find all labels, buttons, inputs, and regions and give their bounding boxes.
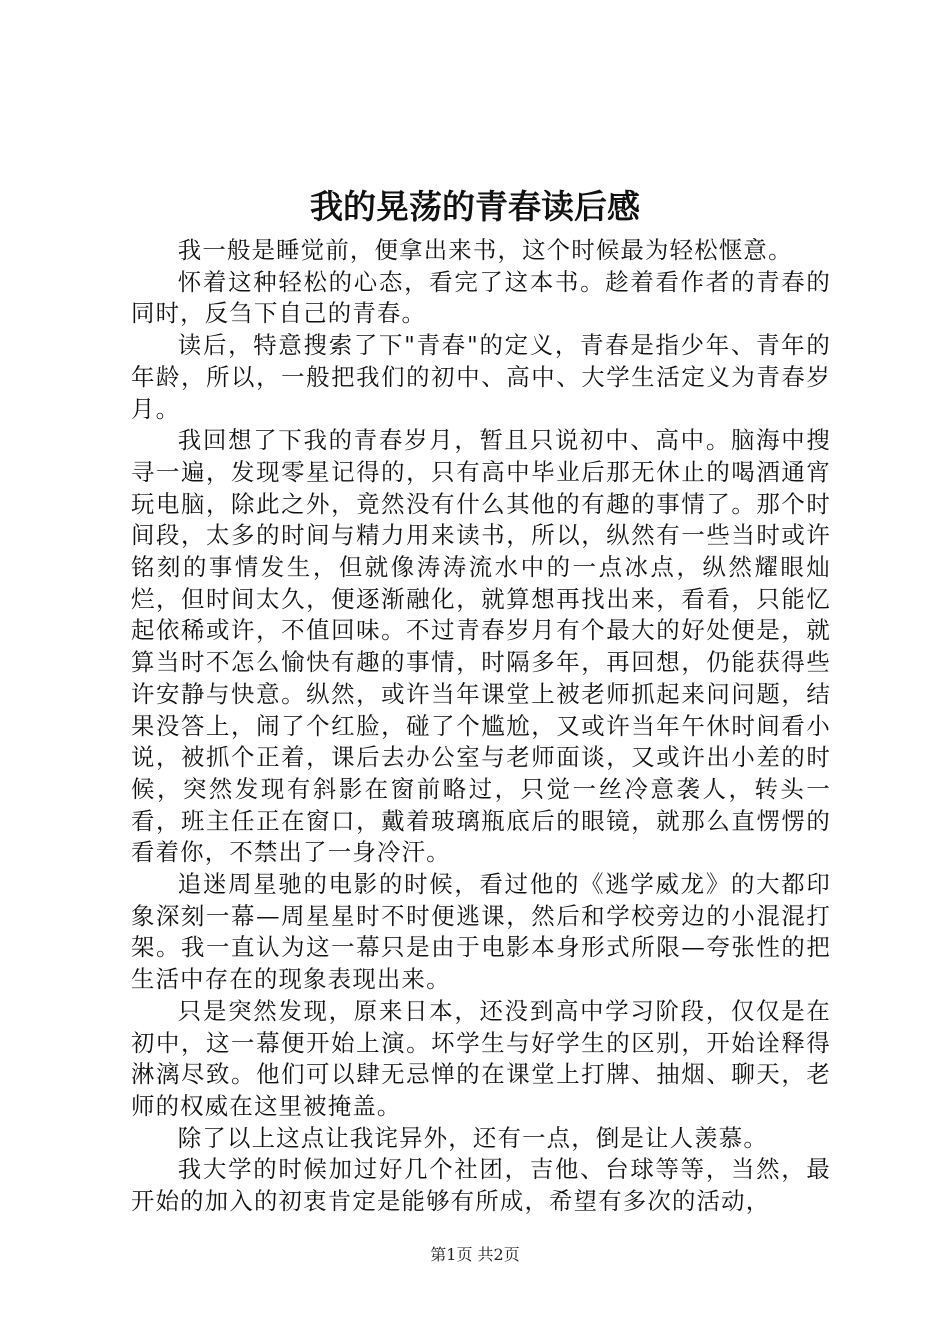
paragraph-3: 读后，特意搜索了下"青春"的定义，青春是指少年、青年的年龄，所以，一般把我们的初中、高中、大学生活定义为青春岁月。 bbox=[131, 331, 831, 423]
document-title: 我的晃荡的青春读后感 bbox=[310, 187, 640, 226]
paragraph-5: 追迷周星驰的电影的时候，看过他的《逃学威龙》的大都印象深刻一幕—周星星时不时便逃课，然后和学校旁边的小混混打架。我一直认为这一幕只是由于电影本身形式所限—夸张性的把生活中存在的现象表现出来。 bbox=[131, 870, 831, 994]
paragraph-1: 我一般是睡觉前，便拿出来书，这个时候最为轻松惬意。 bbox=[177, 236, 793, 264]
paragraph-2: 怀着这种轻松的心态，看完了这本书。趁着看作者的青春的同时，反刍下自己的青春。 bbox=[131, 267, 831, 328]
paragraph-7: 除了以上这点让我诧异外，还有一点，倒是让人羡慕。 bbox=[177, 1123, 768, 1152]
paragraph-6: 只是突然发现，原来日本，还没到高中学习阶段，仅仅是在初中，这一幕便开始上演。坏学生与好学生的区别，开始诠释得淋漓尽致。他们可以肆无忌惮的在课堂上打牌、抽烟、聊天，老师的权威在这里被掩盖。 bbox=[131, 996, 831, 1120]
page-number-footer: 第1页 共2页 bbox=[430, 1245, 520, 1264]
paragraph-8: 我大学的时候加过好几个社团，吉他、台球等等，当然，最开始的加入的初衷肯定是能够有所成，希望有多次的活动， bbox=[131, 1155, 831, 1216]
paragraph-4: 我回想了下我的青春岁月，暂且只说初中、高中。脑海中搜寻一遍，发现零星记得的，只有高中毕业后那无休止的喝酒通宵玩电脑，除此之外，竟然没有什么其他的有趣的事情了。那个时间段，太多的时间与精力用来读书，所以，纵然有一些当时或许铭刻的事情发生，但就像涛涛流水中的一点冰点，纵然耀眼灿烂，但时间太久，便逐渐融化，就算想再找出来，看看，只能忆起依稀或许，不值回味。不过青春岁月有个最大的好处便是，就算当时不怎么愉快有趣的事情，时隔多年，再回想，仍能获得些许安静与快意。纵然，或许当年课堂上被老师抓起来问问题，结果没答上，闹了个红脸，碰了个尴尬，又或许当年午休时间看小说，被抓个正着，课后去办公室与老师面谈，又或许出小差的时候，突然发现有斜影在窗前略过，只觉一丝冷意袭人，转头一看，班主任正在窗口，戴着玻璃瓶底后的眼镜，就那么直愣愣的看着你，不禁出了一身冷汗。 bbox=[131, 426, 831, 867]
document-body bbox=[131, 235, 831, 1218]
